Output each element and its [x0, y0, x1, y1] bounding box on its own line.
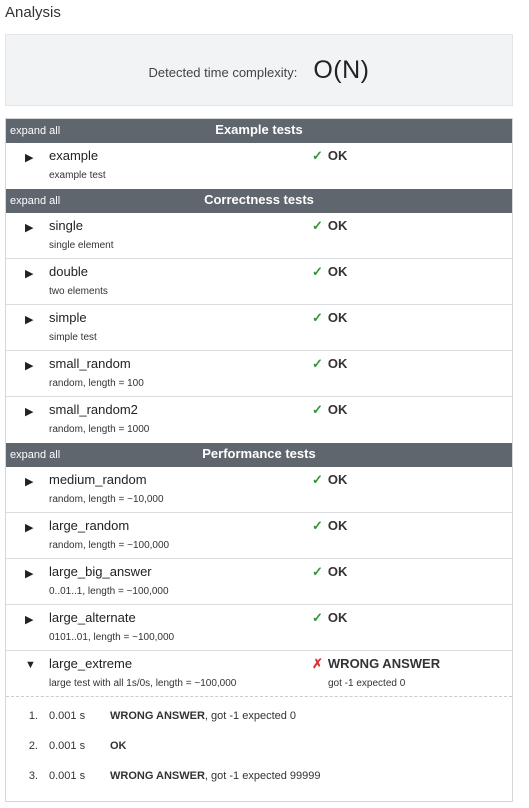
complexity-label: Detected time complexity:: [148, 64, 298, 80]
test-row[interactable]: [6, 305, 512, 351]
test-row[interactable]: [6, 259, 512, 305]
test-row[interactable]: [6, 513, 512, 559]
test-row[interactable]: [6, 397, 512, 443]
test-row[interactable]: [6, 351, 512, 397]
test-status: [312, 472, 347, 488]
run-result: [110, 770, 321, 782]
cross-icon: ✗: [312, 656, 323, 671]
status-text: OK: [327, 610, 348, 625]
group-title: Performance tests: [202, 446, 316, 461]
run-result-status: WRONG ANSWER: [110, 710, 205, 722]
test-status: [312, 518, 347, 534]
group-header-correctness: [6, 189, 512, 213]
expand-all-link[interactable]: expand all: [10, 449, 61, 461]
check-icon: ✓: [312, 564, 323, 579]
test-status: [312, 310, 347, 326]
expand-arrow-icon[interactable]: ▶: [25, 476, 34, 488]
test-name: double: [49, 264, 89, 279]
check-icon: ✓: [312, 610, 323, 625]
group-title: Correctness tests: [204, 192, 314, 207]
test-name: single: [49, 218, 83, 233]
run-item: [6, 735, 512, 765]
complexity-value: O(N): [313, 55, 370, 84]
run-number: 2.: [28, 740, 38, 752]
test-name: large_random: [49, 518, 130, 533]
status-text: OK: [327, 356, 348, 371]
status-text: OK: [327, 264, 348, 279]
run-result-detail: , got -1 expected 99999: [204, 770, 321, 782]
test-name: example: [49, 148, 99, 163]
expand-arrow-icon[interactable]: ▶: [25, 406, 34, 418]
run-item: [6, 705, 512, 735]
expand-arrow-icon[interactable]: ▶: [25, 614, 34, 626]
complexity-panel: [5, 34, 513, 106]
test-row[interactable]: [6, 143, 512, 189]
test-description: random, length = ~10,000: [49, 494, 164, 505]
test-name: simple: [49, 310, 87, 325]
status-text: OK: [327, 472, 348, 487]
test-name: large_alternate: [49, 610, 136, 625]
run-result: [110, 710, 296, 722]
test-name: large_extreme: [49, 656, 133, 671]
test-status: [312, 356, 347, 372]
page-title: Analysis: [5, 4, 61, 21]
test-status: [312, 264, 347, 280]
check-icon: ✓: [312, 218, 323, 233]
test-description: random, length = 1000: [49, 424, 150, 435]
status-text: OK: [327, 218, 348, 233]
test-status: [312, 610, 347, 626]
test-status: [312, 218, 347, 234]
status-text: WRONG ANSWER: [327, 656, 441, 671]
status-text: OK: [327, 402, 348, 417]
expand-all-link[interactable]: expand all: [10, 195, 61, 207]
test-name: large_big_answer: [49, 564, 152, 579]
check-icon: ✓: [312, 310, 323, 325]
status-text: OK: [327, 518, 348, 533]
check-icon: ✓: [312, 356, 323, 371]
expand-all-link[interactable]: expand all: [10, 125, 61, 137]
run-result-status: WRONG ANSWER: [110, 770, 205, 782]
test-description: example test: [49, 170, 106, 181]
expand-arrow-icon[interactable]: ▶: [25, 152, 34, 164]
expand-arrow-icon[interactable]: ▶: [25, 268, 34, 280]
expand-arrow-icon[interactable]: ▶: [25, 222, 34, 234]
test-row[interactable]: [6, 467, 512, 513]
status-text: OK: [327, 564, 348, 579]
test-description: single element: [49, 240, 114, 251]
test-name: medium_random: [49, 472, 147, 487]
test-description: 0..01..1, length = ~100,000: [49, 586, 169, 597]
status-text: OK: [327, 148, 348, 163]
group-header-performance: [6, 443, 512, 467]
expand-arrow-icon[interactable]: ▶: [25, 314, 34, 326]
test-description: 0101..01, length = ~100,000: [49, 632, 175, 643]
test-description: random, length = ~100,000: [49, 540, 170, 551]
test-results: [5, 118, 513, 802]
check-icon: ✓: [312, 518, 323, 533]
test-status: [312, 402, 347, 418]
test-row[interactable]: [6, 213, 512, 259]
run-time: 0.001 s: [49, 710, 86, 722]
check-icon: ✓: [312, 402, 323, 417]
run-time: 0.001 s: [49, 740, 86, 752]
test-row[interactable]: [6, 559, 512, 605]
test-description: random, length = 100: [49, 378, 144, 389]
test-status: [312, 656, 440, 672]
test-row-expanded[interactable]: [6, 651, 512, 697]
group-header-example: [6, 119, 512, 143]
test-row[interactable]: [6, 605, 512, 651]
test-description: large test with all 1s/0s, length = ~100,000: [49, 678, 237, 689]
run-number: 1.: [28, 710, 38, 722]
status-detail: got -1 expected 0: [328, 678, 406, 689]
test-status: [312, 148, 347, 164]
test-status: [312, 564, 347, 580]
expand-arrow-icon[interactable]: ▶: [25, 360, 34, 372]
run-number: 3.: [28, 770, 38, 782]
check-icon: ✓: [312, 472, 323, 487]
run-result-status: OK: [110, 740, 127, 752]
test-name: small_random: [49, 356, 131, 371]
run-item: [6, 765, 512, 795]
status-text: OK: [327, 310, 348, 325]
run-result-detail: , got -1 expected 0: [204, 710, 297, 722]
run-list: [6, 697, 512, 801]
test-name: small_random2: [49, 402, 138, 417]
run-result: [110, 740, 127, 752]
test-description: two elements: [49, 286, 108, 297]
collapse-arrow-icon[interactable]: ▼: [25, 659, 36, 671]
check-icon: ✓: [312, 264, 323, 279]
expand-arrow-icon[interactable]: ▶: [25, 568, 34, 580]
run-time: 0.001 s: [49, 770, 86, 782]
group-title: Example tests: [215, 122, 303, 137]
test-description: simple test: [49, 332, 97, 343]
expand-arrow-icon[interactable]: ▶: [25, 522, 34, 534]
check-icon: ✓: [312, 148, 323, 163]
